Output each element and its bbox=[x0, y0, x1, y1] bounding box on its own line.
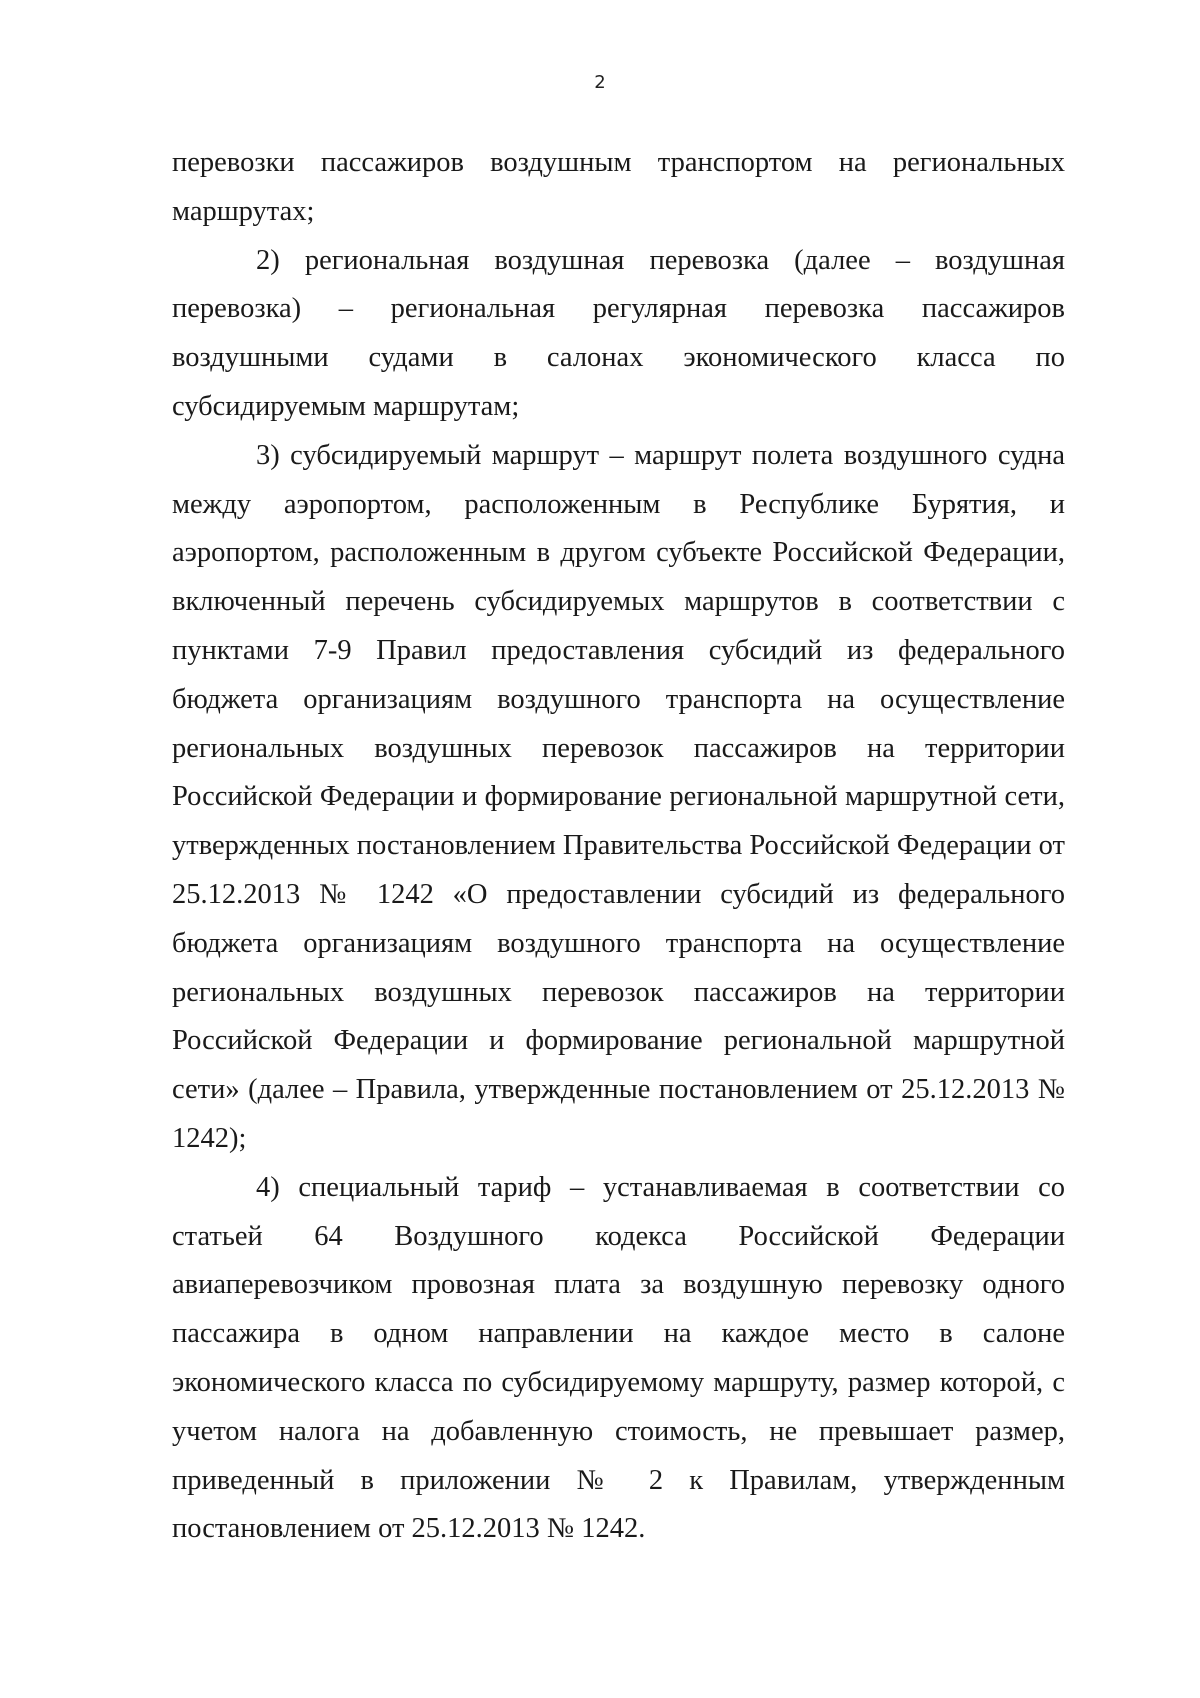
paragraph-item-2: 2) региональная воздушная перевозка (далее – воздушная перевозка) – региональная регулярная перевозка пассажиров воздушными судами в салонах экономического класса по субсидируемым маршрутам; bbox=[172, 244, 1065, 422]
paragraph-continuation: перевозки пассажиров воздушным транспортом на региональных маршрутах; bbox=[172, 147, 1065, 227]
page-number: 2 bbox=[594, 72, 606, 93]
paragraph-item-4: 4) специальный тариф – устанавливаемая в соответствии со статьей 64 Воздушного кодекса Российской Федерации авиаперевозчиком провозная плата за воздушную перевозку одного пассажира в одном направлении на каждое место в салоне экономического класса по субсидируемому маршруту, размер которой, с учетом налога на добавленную стоимость, не превышает размер, приведенный в приложении № 2 к Правилам, утвержденным постановлением от 25.12.2013 № 1242. bbox=[172, 1171, 1065, 1545]
paragraph-item-3: 3) субсидируемый маршрут – маршрут полета воздушного судна между аэропортом, расположенным в Республике Бурятия, и аэропортом, расположенным в другом субъекте Российской Федерации, включенный перечень субсидируемых маршрутов в соответствии с пунктами 7-9 Правил предоставления субсидий из федерального бюджета организациям воздушного транспорта на осуществление региональных воздушных перевозок пассажиров на территории Российской Федерации и формирование региональной маршрутной сети, утвержденных постановлением Правительства Российской Федерации от 25.12.2013 № 1242 «О предоставлении субсидий из федерального бюджета организациям воздушного транспорта на осуществление региональных воздушных перевозок пассажиров на территории Российской Федерации и формирование региональной маршрутной сети» (далее – Правила, утвержденные постановлением от 25.12.2013 № 1242); bbox=[172, 439, 1065, 1154]
document-body bbox=[172, 139, 1065, 1554]
